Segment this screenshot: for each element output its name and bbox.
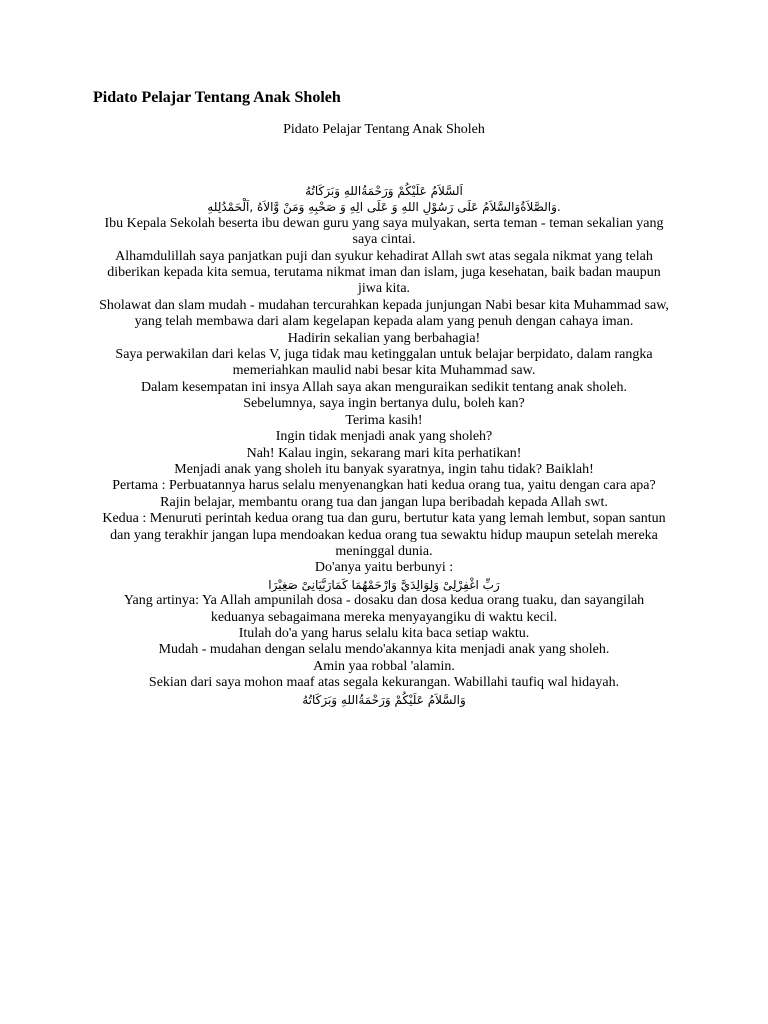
arabic-line: رَبِّ اغْفِرْلِىْ وَلِوَالِدَيَّ وَارْحَمْهُمَا كَمَارَبَّيَانِىْ صَغِيْرَا <box>268 577 500 592</box>
speech-paragraph: Kedua : Menuruti perintah kedua orang tua dan guru, bertutur kata yang lemah lembut, sopan santun dan yang terakhir jangan lupa mendoakan kedua orang tua sewaktu hidup maupun setelah mereka meninggal dunia. <box>102 511 666 559</box>
speech-paragraph: Ibu Kepala Sekolah beserta ibu dewan guru yang saya mulyakan, serta teman - teman sekalian yang saya cintai. <box>104 215 664 248</box>
speech-paragraph: Pertama : Perbuatannya harus selalu menyenangkan hati kedua orang tua, yaitu dengan cara apa? Rajin belajar, membantu orang tua dan jangan lupa beribadah kepada Allah swt. <box>112 478 656 510</box>
speech-paragraph: Menjadi anak yang sholeh itu banyak syaratnya, ingin tahu tidak? Baiklah! <box>174 461 594 477</box>
speech-paragraph: Sekian dari saya mohon maaf atas segala kekurangan. Wabillahi taufiq wal hidayah. <box>148 675 620 691</box>
speech-paragraph: Alhamdulillah saya panjatkan puji dan syukur kehadirat Allah swt atas segala nikmat yang telah diberikan kepada kita semua, terutama nikmat iman dan islam, juga kesehatan, baik badan maupun jiwa kita. <box>107 248 661 297</box>
speech-paragraph: Do'anya yaitu berbunyi : <box>314 560 454 576</box>
speech-paragraph: Hadirin sekalian yang berbahagia! <box>287 330 481 346</box>
speech-body <box>96 183 672 708</box>
document-heading: Pidato Pelajar Tentang Anak Sholeh <box>93 89 341 106</box>
speech-paragraph: Amin yaa robbal 'alamin. <box>313 658 455 674</box>
speech-paragraph: Ingin tidak menjadi anak yang sholeh? <box>275 429 493 445</box>
speech-paragraph: Itulah do'a yang harus selalu kita baca setiap waktu. <box>238 625 530 641</box>
speech-paragraph: Saya perwakilan dari kelas V, juga tidak mau ketinggalan untuk belajar berpidato, dalam rangka memeriahkan maulid nabi besar kita Muhammad saw. <box>115 347 653 379</box>
speech-paragraph: Nah! Kalau ingin, sekarang mari kita perhatikan! <box>246 445 522 461</box>
arabic-line: .وَالصَّلاَةُوَالسَّلاَمُ عَلَى رَسُوْلِ اللهِ وَ عَلَى الِهِ وَ صَحْبِهِ وَمَنْ وَّالاَهُ ,اَلْحَمْدُلِلهِ <box>207 200 561 215</box>
speech-paragraph: Terima kasih! <box>345 412 423 428</box>
arabic-line: اَلسَّلاَمُ عَلَيْكُمْ وَرَحْمَةُاللهِ وَبَرَكَاتُهُ <box>305 184 463 198</box>
speech-paragraph: Mudah - mudahan dengan selalu mendo'akannya kita menjadi anak yang sholeh. <box>158 642 610 658</box>
speech-paragraph: Sholawat dan slam mudah - mudahan tercurahkan kepada junjungan Nabi besar kita Muhammad saw, yang telah membawa dari alam kegelapan kepada alam yang penuh dengan cahaya iman. <box>99 297 669 330</box>
speech-paragraph: Dalam kesempatan ini insya Allah saya akan menguraikan sedikit tentang anak sholeh. <box>141 379 627 395</box>
arabic-line: وَالسَّلاَمُ عَلَيْكُمْ وَرَحْمَةُاللهِ وَبَرَكَاتُهُ <box>302 692 466 707</box>
document-subtitle: Pidato Pelajar Tentang Anak Sholeh <box>283 122 485 137</box>
speech-paragraph: Yang artinya: Ya Allah ampunilah dosa - dosaku dan dosa kedua orang tuaku, dan sayangilah keduanya sebagaimana mereka menyayangiku di waktu kecil. <box>123 593 645 625</box>
speech-paragraph: Sebelumnya, saya ingin bertanya dulu, boleh kan? <box>243 396 525 412</box>
